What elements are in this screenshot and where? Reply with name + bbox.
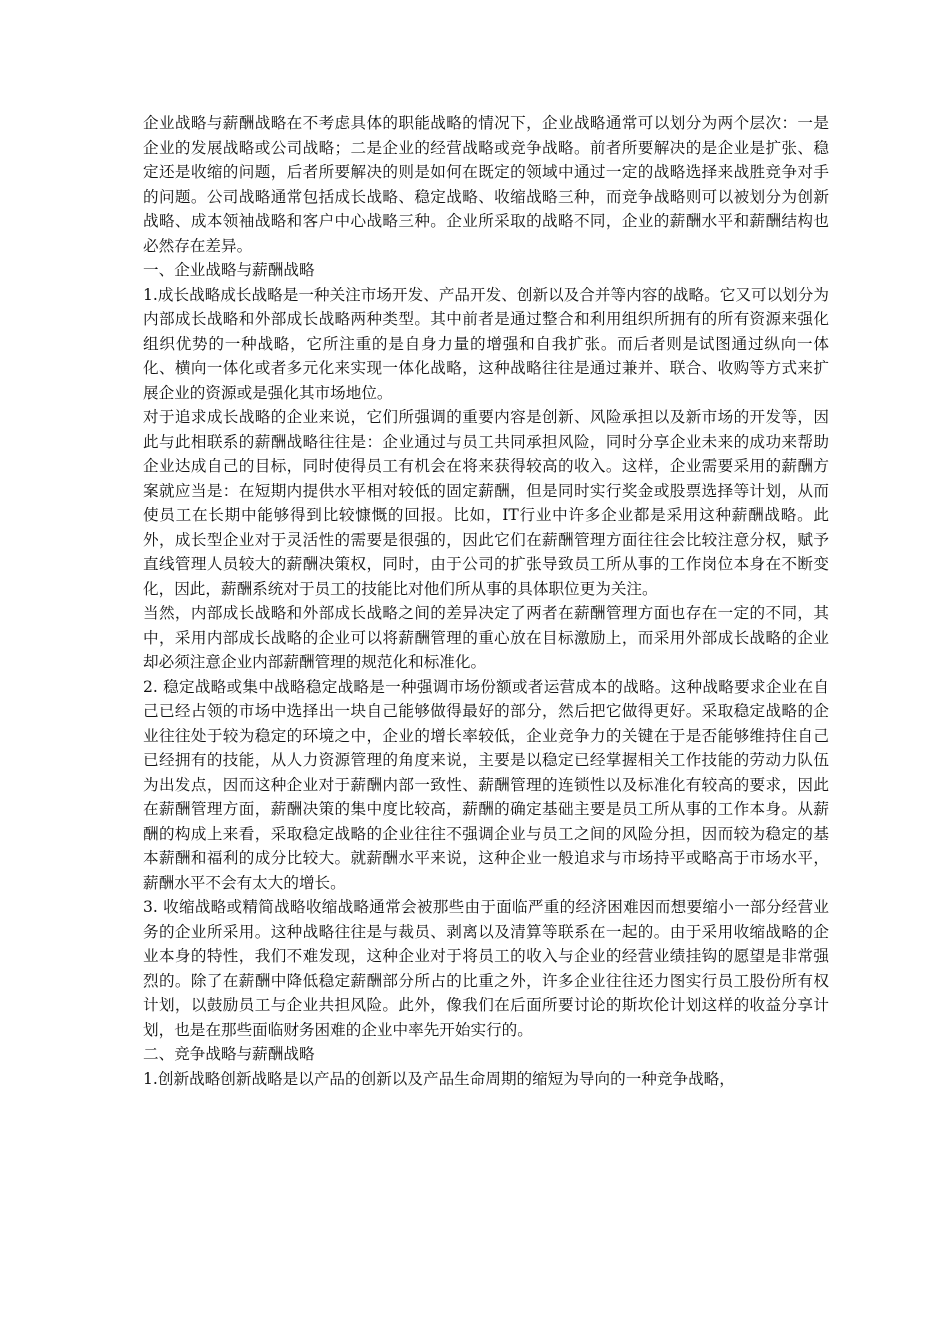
stability-strategy-paragraph: 2. 稳定战略或集中战略稳定战略是一种强调市场份额或者运营成本的战略。这种战略要求企业在自己已经占领的市场中选择出一块自己能够做得最好的部分，然后把它做得更好。采取稳定战略的企业往往处于较为稳定的环境之中，企业的增长率较低，企业竞争力的关键在于是否能够维持住自己已经拥有的技能，从人力资源管理的角度来说，主要是以稳定已经掌握相关工作技能的劳动力队伍为出发点，因而这种企业对于薪酬内部一致性、薪酬管理的连锁性以及标准化有较高的要求，因此在薪酬管理方面，薪酬决策的集中度比较高，薪酬的确定基础主要是员工所从事的工作本身。从薪酬的构成上来看，采取稳定战略的企业往往不强调企业与员工之间的风险分担，因而较为稳定的基本薪酬和福利的成分比较大。就薪酬水平来说，这种企业一般追求与市场持平或略高于市场水平，薪酬水平不会有太大的增长。 [143,677,829,892]
section-heading-competitive-strategy: 二、竞争战略与薪酬战略 [143,1045,315,1063]
section-heading-corporate-strategy: 一、企业战略与薪酬战略 [143,261,315,279]
document-body [143,111,829,1091]
internal-external-growth-paragraph: 当然，内部成长战略和外部成长战略之间的差异决定了两者在薪酬管理方面也存在一定的不同，其中，采用内部成长战略的企业可以将薪酬管理的重心放在目标激励上，而采用外部成长战略的企业却必须注意企业内部薪酬管理的规范化和标准化。 [143,604,829,671]
intro-paragraph: 企业战略与薪酬战略在不考虑具体的职能战略的情况下，企业战略通常可以划分为两个层次：一是企业的发展战略或公司战略；二是企业的经营战略或竞争战略。前者所要解决的是企业是扩张、稳定还是收缩的问题，后者所要解决的则是如何在既定的领域中通过一定的战略选择来战胜竞争对手的问题。公司战略通常包括成长战略、稳定战略、收缩战略三种，而竞争战略则可以被划分为创新战略、成本领袖战略和客户中心战略三种。企业所采取的战略不同，企业的薪酬水平和薪酬结构也必然存在差异。 [143,114,829,255]
growth-strategy-pay-paragraph: 对于追求成长战略的企业来说，它们所强调的重要内容是创新、风险承担以及新市场的开发等，因此与此相联系的薪酬战略往往是：企业通过与员工共同承担风险，同时分享企业未来的成功来帮助企业达成自己的目标，同时使得员工有机会在将来获得较高的收入。这样，企业需要采用的薪酬方案就应当是：在短期内提供水平相对较低的固定薪酬，但是同时实行奖金或股票选择等计划，从而使员工在长期中能够得到比较慷慨的回报。比如，IT行业中许多企业都是采用这种薪酬战略。此外，成长型企业对于灵活性的需要是很强的，因此它们在薪酬管理方面往往会比较注意分权，赋予直线管理人员较大的薪酬决策权，同时，由于公司的扩张导致员工所从事的工作岗位本身在不断变化，因此，薪酬系统对于员工的技能比对他们所从事的具体职位更为关注。 [143,408,829,598]
growth-strategy-paragraph: 1.成长战略成长战略是一种关注市场开发、产品开发、创新以及合并等内容的战略。它又可以划分为内部成长战略和外部成长战略两种类型。其中前者是通过整合和利用组织所拥有的所有资源来强化组织优势的一种战略，它所注重的是自身力量的增强和自我扩张。而后者则是试图通过纵向一体化、横向一体化或者多元化来实现一体化战略，这种战略往往是通过兼并、联合、收购等方式来扩展企业的资源或是强化其市场地位。 [143,285,829,402]
innovation-strategy-paragraph: 1.创新战略创新战略是以产品的创新以及产品生命周期的缩短为导向的一种竞争战略， [143,1069,735,1088]
retrenchment-strategy-paragraph: 3. 收缩战略或精简战略收缩战略通常会被那些由于面临严重的经济困难因而想要缩小一部分经营业务的企业所采用。这种战略往往是与裁员、剥离以及清算等联系在一起的。由于采用收缩战略的企业本身的特性，我们不难发现，这种企业对于将员工的收入与企业的经营业绩挂钩的愿望是非常强烈的。除了在薪酬中降低稳定薪酬部分所占的比重之外，许多企业往往还力图实行员工股份所有权计划，以鼓励员工与企业共担风险。此外，像我们在后面所要讨论的斯坎伦计划这样的收益分享计划，也是在那些面临财务困难的企业中率先开始实行的。 [143,898,829,1039]
